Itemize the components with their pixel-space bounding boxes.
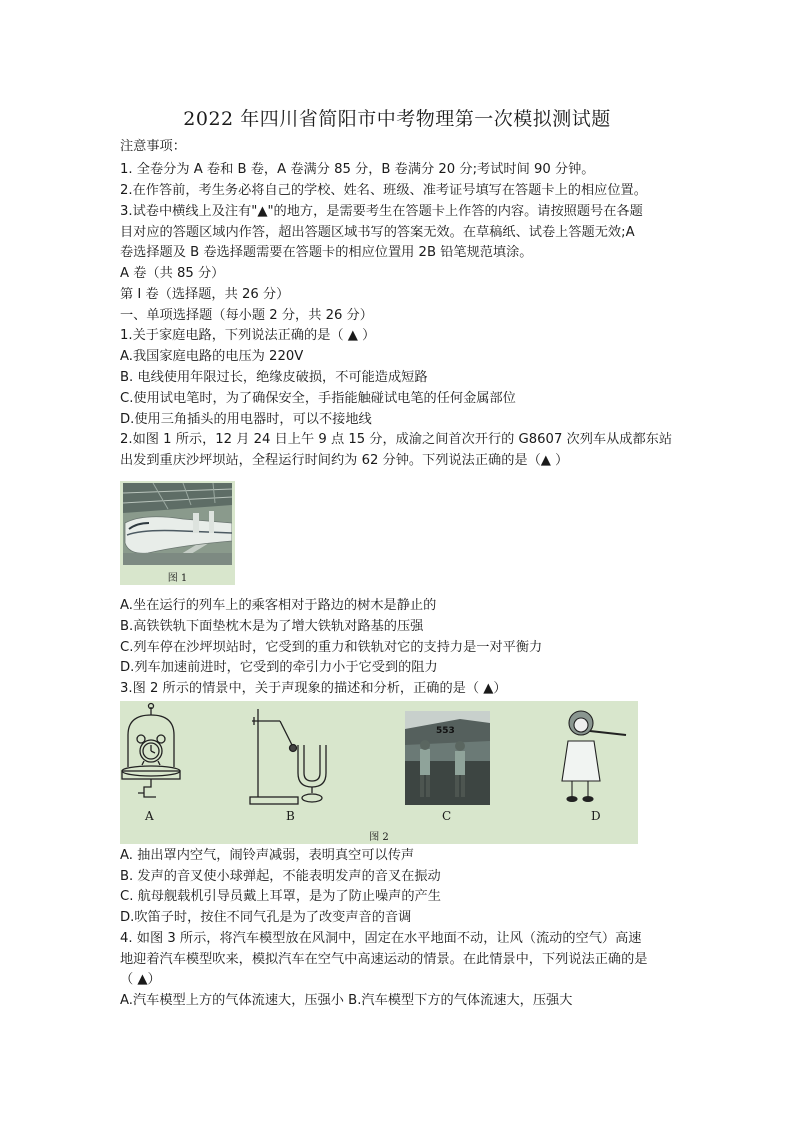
panel-label-c: C (442, 809, 452, 823)
q3-stem: 3.图 2 所示的情景中，关于声现象的描述和分析，正确的是（ ▲） (120, 681, 507, 696)
q2-option-a: A.坐在运行的列车上的乘客相对于路边的树木是静止的 (120, 598, 437, 613)
q1-option-c: C.使用试电笔时，为了确保安全，手指能触碰试电笔的任何金属部位 (120, 391, 516, 406)
q3-option-a: A. 抽出罩内空气，闹铃声减弱，表明真空可以传声 (120, 848, 415, 863)
single-choice-heading: 一、单项选择题（每小题 2 分，共 26 分） (120, 308, 373, 323)
q3-option-c: C. 航母舰载机引导员戴上耳罩，是为了防止噪声的产生 (120, 889, 441, 904)
panel-label-b: B (286, 809, 295, 823)
panel-label-a: A (145, 809, 154, 823)
figure-2-caption: 图 2 (369, 832, 389, 843)
tuning-fork-stand (250, 709, 326, 804)
bell-jar-alarm-clock (122, 704, 180, 798)
q2-option-d: D.列车加速前进时，它受到的牵引力小于它受到的阻力 (120, 660, 438, 675)
q3-option-b: B. 发声的音叉使小球弹起，不能表明发声的音叉在振动 (120, 869, 441, 884)
q2-stem-line: 2.如图 1 所示，12 月 24 日上午 9 点 15 分，成渝之间首次开行的 G8607 次列车从成都东站 (120, 432, 673, 447)
notice-line: 1. 全卷分为 A 卷和 B 卷，A 卷满分 85 分，B 卷满分 20 分;考试时间 90 分钟。 (120, 162, 595, 177)
q3-option-d: D.吹笛子时，按住不同气孔是为了改变声音的音调 (120, 910, 412, 925)
q1-option-b: B. 电线使用年限过长，绝缘皮破损，不可能造成短路 (120, 370, 428, 385)
part-1-heading: 第 I 卷（选择题，共 26 分） (120, 287, 290, 302)
q4-stem-line: （ ▲） (120, 972, 161, 987)
q1-stem: 1.关于家庭电路，下列说法正确的是（ ▲ ） (120, 328, 376, 343)
q2-option-c: C.列车停在沙坪坝站时，它受到的重力和铁轨对它的支持力是一对平衡力 (120, 640, 543, 655)
q4-stem-line: 4. 如图 3 所示，将汽车模型放在风洞中，固定在水平地面不动，让风（流动的空气）高速 (120, 931, 642, 946)
plane-number: 553 (436, 726, 455, 736)
notice-line: 3.试卷中横线上及注有"▲"的地方，是需要考生在答题卡上作答的内容。请按照题号在各题 (120, 204, 643, 219)
notice-line: 目对应的答题区域内作答，超出答题区域书写的答案无效。在草稿纸、试卷上答题无效;A (120, 225, 635, 240)
notice-header: 注意事项： (120, 139, 186, 154)
q2-option-b: B.高铁铁轨下面垫枕木是为了增大铁轨对路基的压强 (120, 619, 424, 634)
figure-1-caption: 图 1 (167, 573, 188, 584)
figure-2-sound (120, 701, 638, 844)
panel-label-d: D (591, 809, 601, 823)
figure-2-drawings (120, 701, 638, 844)
notice-line: 2.在作答前，考生务必将自己的学校、姓名、班级、准考证号填写在答题卡上的相应位置。 (120, 183, 647, 198)
q1-option-d: D.使用三角插头的用电器时，可以不接地线 (120, 412, 372, 427)
q2-stem-line: 出发到重庆沙坪坝站，全程运行时间约为 62 分钟。下列说法正确的是（▲ ） (120, 453, 569, 468)
girl-flute-drawing (562, 711, 626, 802)
section-a-heading: A 卷（共 85 分） (120, 266, 225, 281)
train-station-photo (123, 483, 232, 565)
q4-options-line: A.汽车模型上方的气体流速大，压强小 B.汽车模型下方的气体流速大，压强大 (120, 993, 573, 1008)
notice-line: 卷选择题及 B 卷选择题需要在答题卡的相应位置用 2B 铅笔规范填涂。 (120, 245, 533, 260)
q4-stem-line: 地迎着汽车模型吹来，模拟汽车在空气中高速运动的情景。在此情景中，下列说法正确的是 (120, 952, 648, 967)
figure-1-train (120, 481, 235, 585)
q1-option-a: A.我国家庭电路的电压为 220V (120, 349, 304, 364)
exam-title: 2022 年四川省简阳市中考物理第一次模拟测试题 (183, 108, 611, 130)
